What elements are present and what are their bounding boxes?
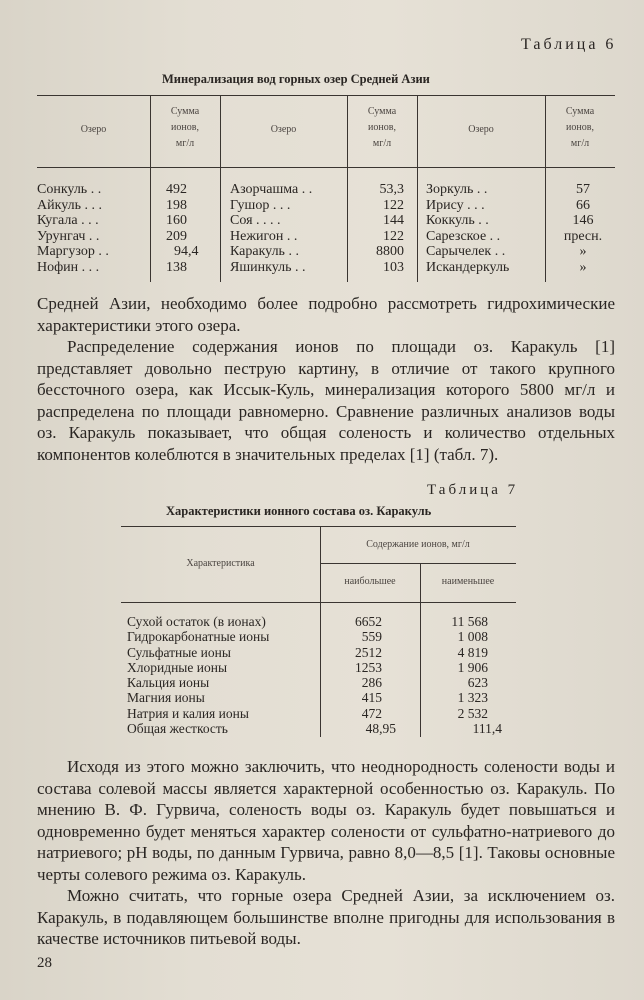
table-row: Сонкуль . . bbox=[37, 182, 102, 197]
table-row: Сульфатные ионы bbox=[127, 644, 231, 660]
table-row: Маргузор . . bbox=[37, 244, 109, 259]
table6-lake-names bbox=[230, 182, 312, 275]
table6-values: 492 198 160 209 94,4 138 bbox=[166, 182, 199, 275]
table7-title: Характеристики ионного состава оз. Каракуль bbox=[166, 504, 432, 518]
table7-number: Таблица 7 bbox=[427, 482, 519, 498]
table6-header-sum: Сумма ионов, мг/л bbox=[170, 106, 200, 149]
table6-top-rule bbox=[37, 95, 615, 96]
table-row: Кугала . . . bbox=[37, 213, 99, 228]
paragraph: Исходя из этого можно заключить, что неоднородность солености воды и состава солевой массы является характерной особенностью оз. Каракуль. По мнению В. Ф. Гурвича, соленость воды оз. Каракуль будет повышаться и одновременно будет меняться характер солености от сульфатно-натриевого до натриевого; pH воды, по данным Гурвича, равно 8,0—8,5 [1]. Таковы основные черты солевого режима оз. Каракуль. bbox=[37, 757, 615, 884]
table-row: Хлоридные ионы bbox=[127, 659, 228, 675]
table-row: Натрия и калия ионы bbox=[127, 705, 249, 721]
table-row: Искандеркуль bbox=[426, 259, 510, 275]
table6-header-rule bbox=[37, 167, 615, 168]
table7-header-rule bbox=[121, 602, 516, 603]
body-text-1 bbox=[37, 293, 615, 465]
table6-lake-names bbox=[37, 182, 109, 275]
table6-number: Таблица 6 bbox=[521, 36, 617, 53]
table6-header-lake: Озеро bbox=[468, 124, 494, 135]
table7-header-max: наибольшее bbox=[344, 576, 396, 587]
table-row: Кальция ионы bbox=[127, 675, 210, 691]
page-number: 28 bbox=[37, 955, 52, 971]
body-text-2 bbox=[37, 756, 615, 950]
table6-header-lake: Озеро bbox=[80, 124, 107, 135]
table-row: Каракуль . . bbox=[230, 244, 299, 259]
table-row: Гушор . . . bbox=[230, 197, 291, 213]
table7-divider bbox=[320, 527, 321, 737]
table7-min-values: 11 568 1 008 4 819 1 906 623 1 323 2 532 111,4 bbox=[451, 614, 502, 737]
table7-header-char: Характеристика bbox=[186, 558, 255, 569]
table-row: Айкуль . . . bbox=[37, 197, 102, 213]
table7-max-values: 6652 559 2512 1253 286 415 472 48,95 bbox=[355, 614, 396, 737]
table-row: Соя . . . . bbox=[230, 213, 281, 228]
table-row: Яшинкуль . . bbox=[230, 259, 306, 275]
table-row: Гидрокарбонатные ионы bbox=[127, 629, 270, 645]
table-row: Нежигон . . bbox=[230, 228, 298, 244]
table6-values: 53,3 122 144 122 8800 103 bbox=[376, 182, 404, 275]
paragraph: Распределение содержания ионов по площади оз. Каракуль [1] представляет довольно пеструю картину, в отличие от такого крупного бессточного озера, как Иссык-Куль, минерализация которого 5800 мг/л и распределена по площади равномерно. Сравнение различных анализов воды оз. Каракуль показывает, что общая соленость и количество отдельных компонентов колеблются в значительных пределах [1] (табл. 7). bbox=[37, 337, 615, 464]
table-row: Азорчашма . . bbox=[230, 182, 313, 197]
table6-lake-names bbox=[426, 182, 509, 275]
table6-header-sum: Сумма ионов, мг/л bbox=[565, 106, 595, 149]
table-row: Ирису . . . bbox=[426, 197, 485, 213]
table6-header-lake: Озеро bbox=[270, 124, 297, 135]
table7-subheader-rule bbox=[320, 563, 516, 564]
table7-header-min: наименьшее bbox=[441, 576, 495, 587]
table7-names bbox=[127, 614, 269, 736]
table-row: Сарезское . . bbox=[426, 228, 501, 244]
table6-values: 57 66 146 пресн. » » bbox=[563, 182, 603, 275]
paragraph: Средней Азии, необходимо более подробно рассмотреть гидрохимические характеристики этого озера. bbox=[37, 294, 615, 335]
table-row: Зоркуль . . bbox=[426, 182, 488, 197]
table-row: Коккуль . . bbox=[426, 213, 489, 228]
table-row: Сухой остаток (в ионах) bbox=[127, 614, 266, 629]
table7-top-rule bbox=[121, 526, 516, 527]
table-row: Сарычелек . . bbox=[426, 244, 506, 259]
table6-header-sum: Сумма ионов, мг/л bbox=[367, 106, 397, 149]
table-row: Урунгач . . bbox=[37, 228, 100, 244]
table-row: Нофин . . . bbox=[37, 259, 100, 275]
paragraph: Можно считать, что горные озера Средней Азии, за исключением оз. Каракуль, в подавляющем большинстве вполне пригодны для использования в качестве источников питьевой воды. bbox=[37, 886, 615, 948]
table-row: Магния ионы bbox=[127, 690, 205, 706]
table6-title: Минерализация вод горных озер Средней Азии bbox=[162, 72, 430, 86]
table-row: Общая жесткость bbox=[127, 721, 228, 737]
table7-header-content: Содержание ионов, мг/л bbox=[366, 539, 470, 550]
